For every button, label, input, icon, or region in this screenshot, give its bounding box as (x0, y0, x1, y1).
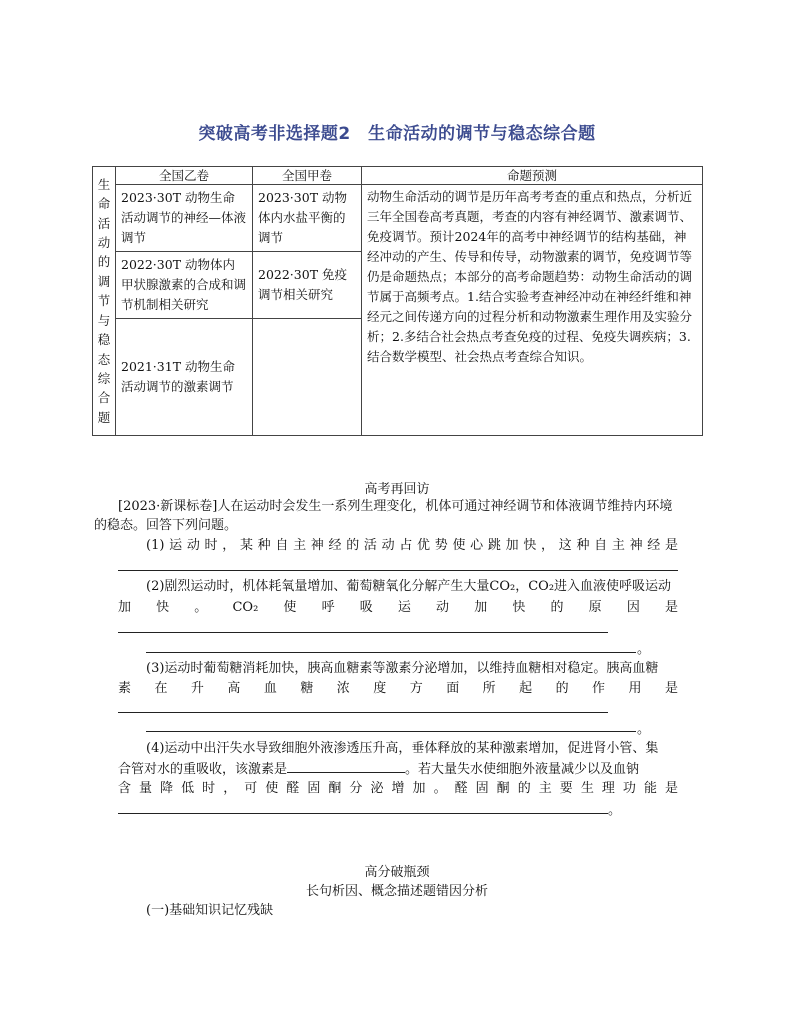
answer-line-1[interactable] (118, 570, 678, 571)
review-heading: 高考再回访 (364, 482, 430, 497)
period-4: 。 (608, 803, 622, 818)
yi-cell-2023: 2023·30T 动物生命活动调节的神经—体液调节 (116, 185, 253, 252)
header-yi: 全国乙卷 (116, 167, 253, 185)
yi-cell-2021: 2021·31T 动物生命活动调节的激素调节 (116, 319, 253, 436)
answer-line-2a[interactable] (118, 632, 608, 633)
question-1: (1)运动时，某种自主神经的活动占优势使心跳加快，这种自主神经是 (146, 538, 678, 553)
side-label-cell (93, 167, 116, 436)
answer-line-3b[interactable] (146, 731, 636, 732)
answer-line-4[interactable] (118, 813, 608, 814)
period-2: 。 (637, 642, 651, 657)
jia-cell-2023: 2023·30T 动物体内水盐平衡的调节 (253, 185, 362, 252)
header-jia: 全国甲卷 (253, 167, 362, 185)
question-3a: (3)运动时葡萄糖消耗加快，胰高血糖素等激素分泌增加，以维持血糖相对稳定。胰高血糖 (146, 661, 659, 676)
answer-line-2b[interactable] (146, 652, 636, 653)
review-intro: [2023·新课标卷]人在运动时会发生一系列生理变化，机体可通过神经调节和体液调节维持内环境的稳态。回答下列问题。 (94, 499, 673, 533)
side-label: 生 命 活 动 的 调 节 与 稳 态 综 合 题 (97, 176, 111, 425)
question-4c: 含量降低时，可使醛固酮分泌增加。醛固酮的主要生理功能是 (118, 781, 678, 796)
header-prediction: 命题预测 (362, 167, 703, 185)
exam-analysis-table (92, 166, 703, 436)
section-heading: (一)基础知识记忆残缺 (146, 903, 274, 918)
question-4a: (4)运动中出汗失水导致细胞外液渗透压升高，垂体释放的某种激素增加，促进肾小管、集 (146, 741, 659, 756)
breakthrough-subheading: 长句析因、概念描述题错因分析 (305, 884, 488, 899)
jia-cell-2022: 2022·30T 免疫调节相关研究 (253, 252, 362, 319)
hormone-blank[interactable] (287, 759, 405, 773)
prediction-cell: 动物生命活动的调节是历年高考考查的重点和热点，分析近三年全国卷高考真题，考查的内容有神经调节、激素调节、免疫调节。预计2024年的高考中神经调节的结构基础，神经冲动的产生、传导和传导，动物激素的调节，免疫调节等仍是命题热点；本部分的高考命题趋势：动物生命活动的调节属于高频考点。1.结合实验考查神经冲动在神经纤维和神经元之间传递方向的过程分析和动物激素生理作用及实验分析；2.多结合社会热点考查免疫的过程、免疫失调疾病；3.结合数学模型、社会热点考查综合知识。 (362, 185, 703, 436)
question-4b-text: 合管对水的重吸收，该激素是 (118, 762, 288, 777)
page-title: 突破高考非选择题2 生命活动的调节与稳态综合题 (198, 124, 596, 144)
question-4b (118, 759, 688, 779)
yi-cell-2022: 2022·30T 动物体内甲状腺激素的合成和调节机制相关研究 (116, 252, 253, 319)
breakthrough-heading: 高分破瓶颈 (364, 865, 430, 880)
jia-cell-empty (253, 319, 362, 436)
period-3: 。 (637, 722, 651, 737)
question-4b-text-2: 。若大量失水使细胞外液量减少以及血钠 (405, 762, 640, 777)
answer-line-3a[interactable] (118, 712, 608, 713)
question-2a: (2)剧烈运动时，机体耗氧量增加、葡萄糖氧化分解产生大量CO₂，CO₂进入血液使呼吸运动 (146, 579, 672, 594)
question-2b: 加快。CO₂使呼吸运动加快的原因是 (118, 600, 678, 615)
question-3b: 素在升高血糖浓度方面所起的作用是 (118, 681, 678, 696)
